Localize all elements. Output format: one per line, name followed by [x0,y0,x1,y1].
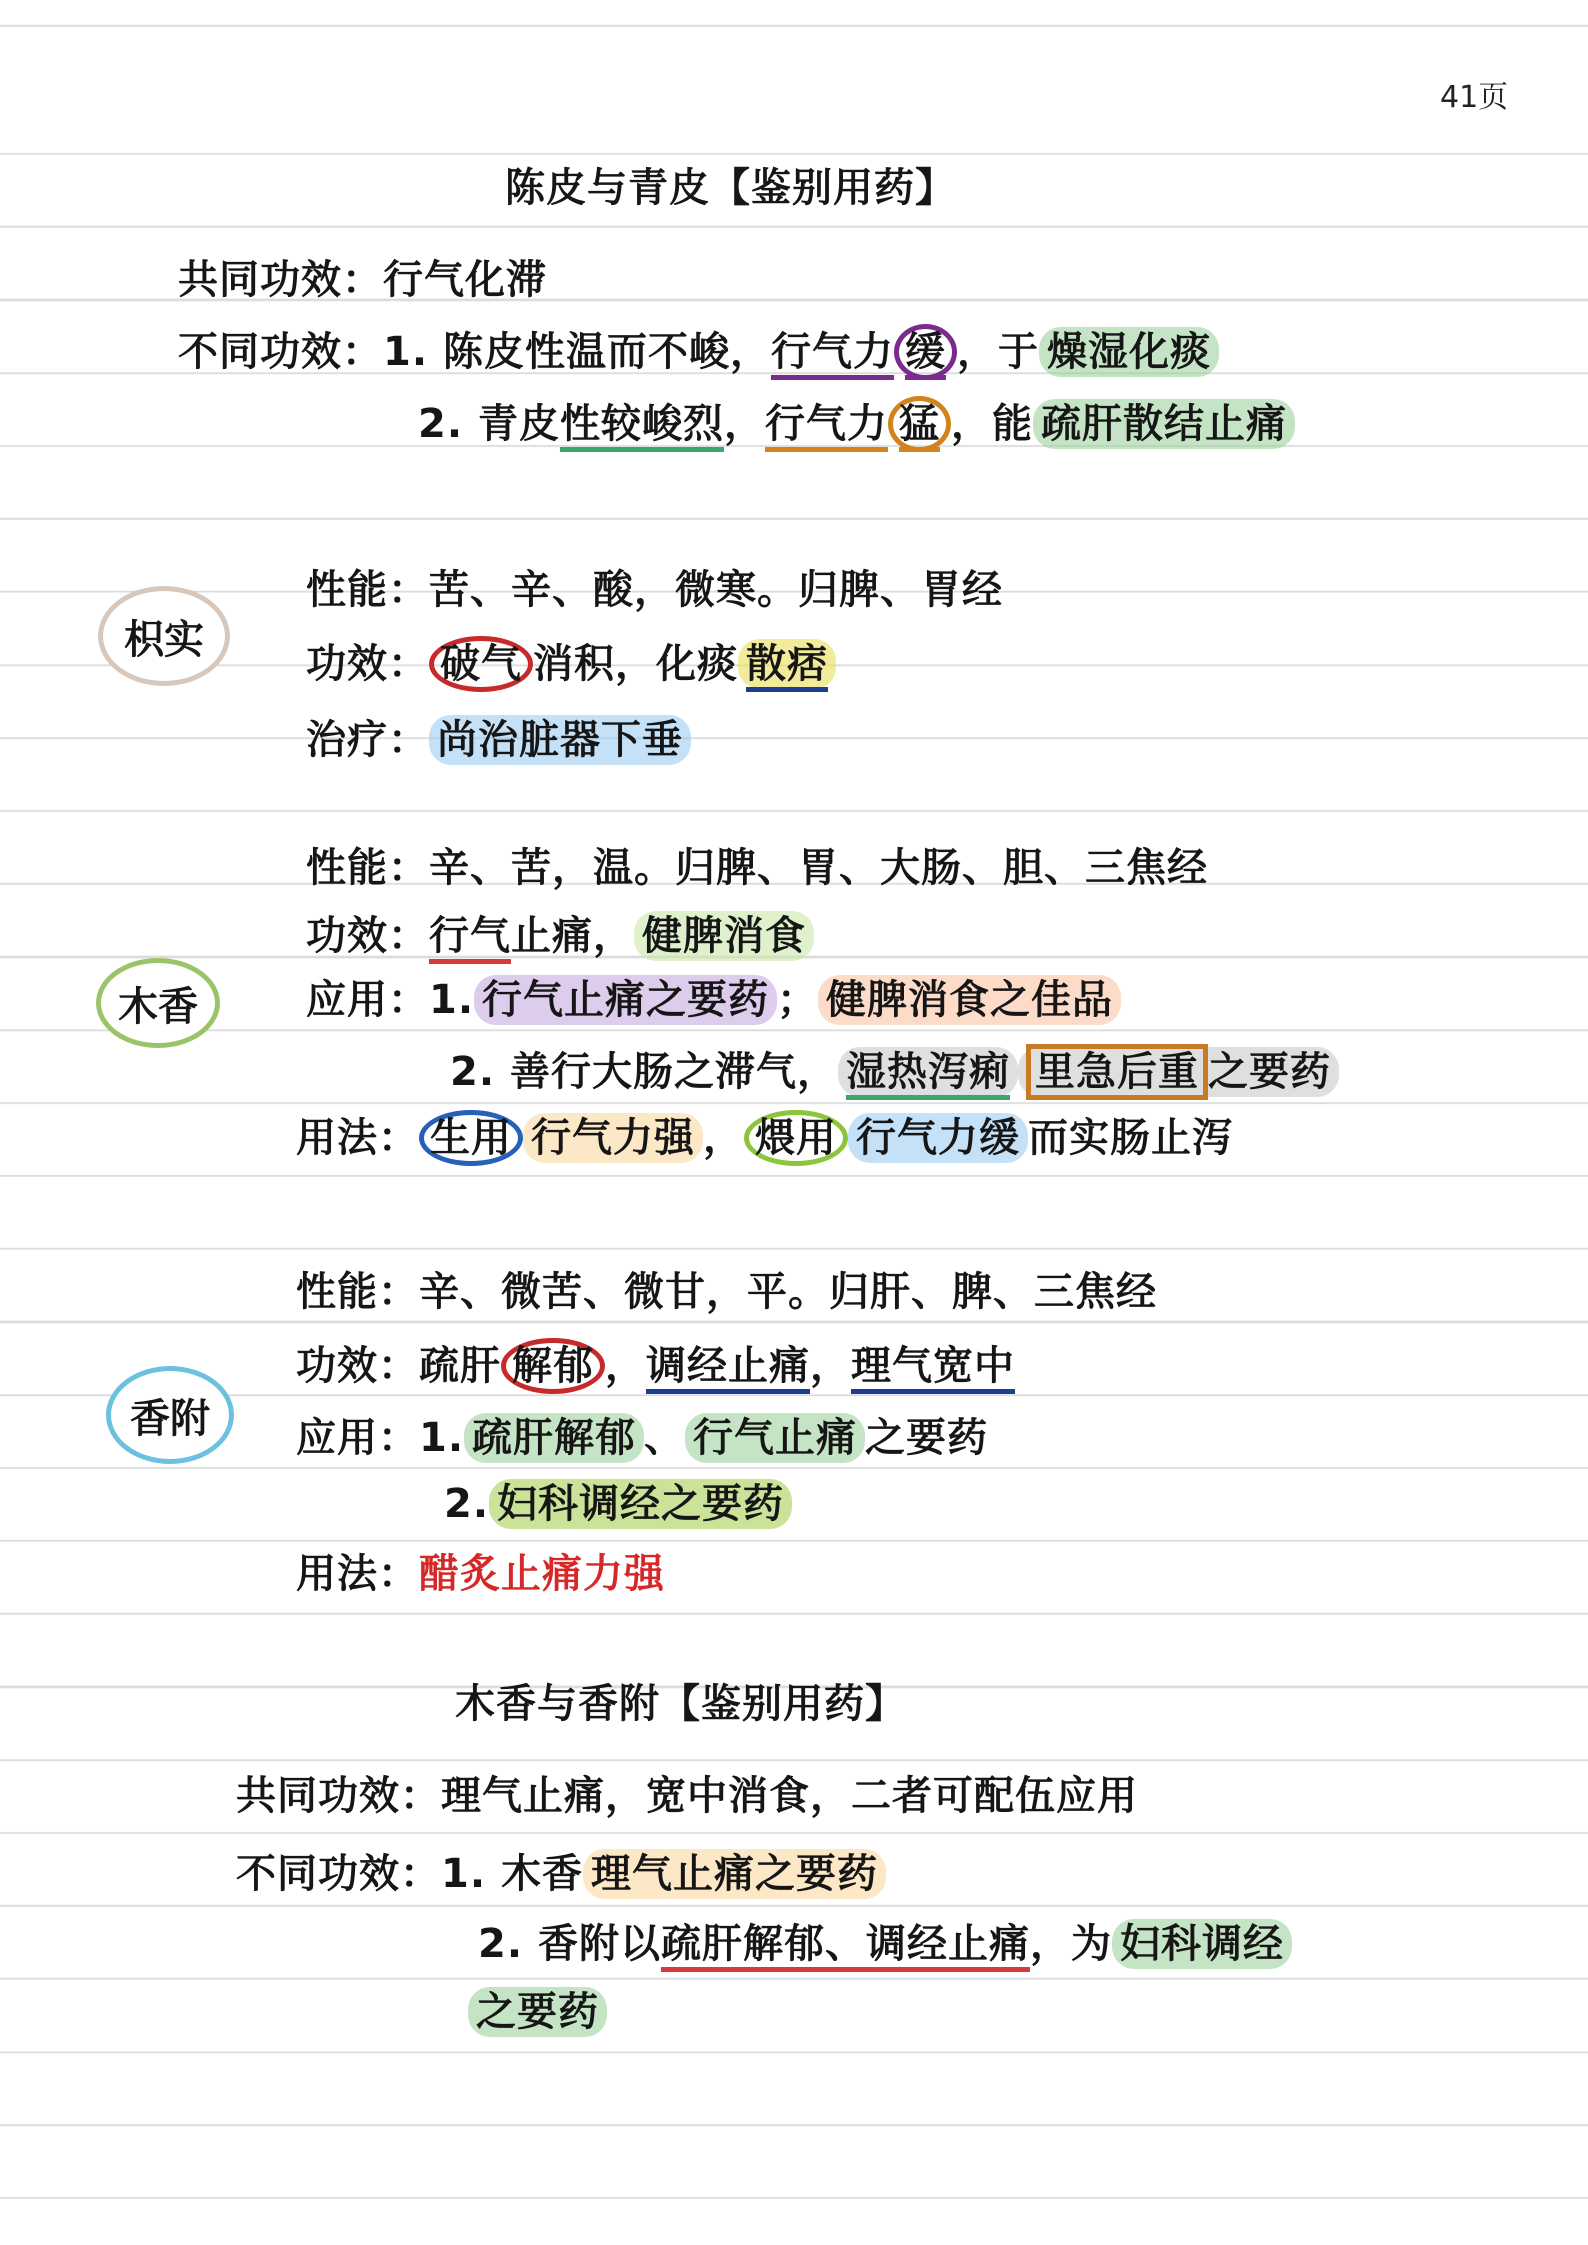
qingpi-comma: ， [723,401,765,447]
effect-comma-2: ， [810,1343,851,1389]
different-effect-label: 不同功效： [236,1851,441,1897]
common-effect-label: 共同功效： [236,1773,441,1819]
effect-label: 功效： [296,1343,419,1389]
application-label: 应用： [296,1415,419,1461]
usage-label: 用法： [296,1551,419,1597]
different-effect-row-2 [418,394,1295,454]
xiangfu-effect-row [296,1336,1015,1396]
muxiang-highlight: 理气止痛之要药 [583,1849,886,1899]
muxiang-application-row-2 [450,1042,1339,1102]
property-text: 辛、苦，温。归脾、胃、大肠、胆、三焦经 [429,845,1208,891]
zhishi-treatment-row [306,710,691,770]
application-1b-highlight: 行气止痛 [685,1413,865,1463]
different-effect-label: 不同功效： [178,329,383,375]
muxiang-intro: 1. 木香 [441,1851,583,1897]
chenpi-highlight: 燥湿化痰 [1039,327,1219,377]
herb-label-zhishi: 枳实 [98,586,230,686]
common-effect-text: 行气化滞 [383,257,547,303]
application-separator: 、 [644,1415,686,1461]
application-number: 1. [419,1415,465,1461]
application-1a-highlight: 疏肝解郁 [464,1413,644,1463]
tenesmus-box: 里急后重 [1026,1044,1208,1100]
application-label: 应用： [306,977,429,1023]
break-qi-circle: 破气 [429,636,533,692]
xiangfu-underline: 疏肝解郁、调经止痛 [660,1921,1030,1967]
application-2-tail: 之要药 [1207,1049,1331,1095]
xiangfu-property-row [296,1262,1157,1322]
move-qi-underline: 行气 [429,913,511,959]
qingpi-intro: 2. 青皮 [418,401,560,447]
usage-comma: ， [703,1115,744,1161]
treatment-highlight: 尚治脏器下垂 [429,715,691,765]
herb-label-muxiang: 木香 [96,958,220,1048]
tenesmus-box-wrap [1018,1047,1339,1097]
common-effect-row-1 [178,250,547,310]
different-effect-row-5 [468,1982,607,2042]
xiangfu-usage-row [296,1544,665,1604]
effect-comma: ， [605,1343,646,1389]
roasted-use-circle: 煨用 [744,1110,848,1166]
application-1-tail: 之要药 [865,1415,989,1461]
property-label: 性能： [306,845,429,891]
application-number: 1. [429,977,475,1023]
relieve-depression-circle: 解郁 [501,1338,605,1394]
application-1b-highlight: 健脾消食之佳品 [818,975,1121,1025]
property-label: 性能： [306,567,429,613]
strong-circle: 猛 [888,396,951,452]
page-number: 41页 [1440,80,1509,115]
common-effect-label: 共同功效： [178,257,383,303]
xiangfu-intro: 2. 香附以 [478,1921,661,1967]
common-effect-text: 理气止痛，宽中消食，二者可配伍应用 [441,1773,1138,1819]
qingpi-highlight: 疏肝散结止痛 [1033,399,1295,449]
spleen-highlight: 健脾消食 [634,911,814,961]
raw-use-highlight: 行气力强 [523,1113,703,1163]
qingpi-qi-force: 行气力 猛 [765,396,951,452]
xiangfu-connector: ，为 [1029,1921,1112,1967]
common-effect-row-2 [236,1766,1138,1826]
zhishi-effect-row [306,634,836,694]
property-text: 苦、辛、酸，微寒。归脾、胃经 [429,567,1003,613]
muxiang-usage-row [296,1108,1233,1168]
xiangfu-application-row-1 [296,1408,988,1468]
application-2-text: 2. 善行大肠之滞气， [450,1049,838,1095]
xiangfu-highlight-tail: 之要药 [468,1987,607,2037]
chenpi-nature: 1. 陈皮性温而不峻， [383,329,771,375]
disperse-highlight: 散痞 [738,639,836,689]
application-separator: ； [777,977,819,1023]
treatment-label: 治疗： [306,717,429,763]
damp-heat-highlight: 湿热泻痢 [838,1047,1018,1097]
muxiang-property-row [306,838,1208,898]
effect-text: 消积，化痰 [533,641,738,687]
slow-circle: 缓 [894,324,957,380]
effect-label: 功效： [306,913,429,959]
usage-tail: 而实肠止泻 [1028,1115,1233,1161]
xiangfu-application-row-2 [444,1474,792,1534]
section-title-chenpi-qingpi: 陈皮与青皮【鉴别用药】 [505,165,956,211]
qingpi-nature: 性较峻烈 [559,401,724,447]
usage-label: 用法： [296,1115,419,1161]
raw-use-circle: 生用 [419,1110,523,1166]
application-number-2: 2. [444,1481,490,1527]
xiangfu-highlight: 妇科调经 [1112,1919,1292,1969]
muxiang-effect-row [306,906,814,966]
different-effect-row-1 [178,322,1219,382]
qingpi-connector: ，能 [950,401,1033,447]
section-title-muxiang-xiangfu: 木香与香附【鉴别用药】 [455,1681,906,1727]
chenpi-connector: ，于 [956,329,1039,375]
herb-label-xiangfu: 香附 [106,1366,234,1464]
regulate-qi-underline: 理气宽中 [851,1343,1015,1389]
application-1a-highlight: 行气止痛之要药 [474,975,777,1025]
usage-red-text: 醋炙止痛力强 [419,1551,665,1597]
application-2-highlight: 妇科调经之要药 [489,1479,792,1529]
different-effect-row-4 [478,1914,1292,1974]
zhishi-property-row [306,560,1003,620]
soothe-liver: 疏肝 [419,1343,501,1389]
chenpi-qi-force: 行气力 缓 [771,324,957,380]
regulate-menses-underline: 调经止痛 [646,1343,810,1389]
property-label: 性能： [296,1269,419,1315]
roasted-use-highlight: 行气力缓 [848,1113,1028,1163]
muxiang-application-row-1 [306,970,1121,1030]
different-effect-row-3 [236,1844,886,1904]
effect-label: 功效： [306,641,429,687]
effect-text: 止痛， [511,913,634,959]
property-text: 辛、微苦、微甘，平。归肝、脾、三焦经 [419,1269,1157,1315]
